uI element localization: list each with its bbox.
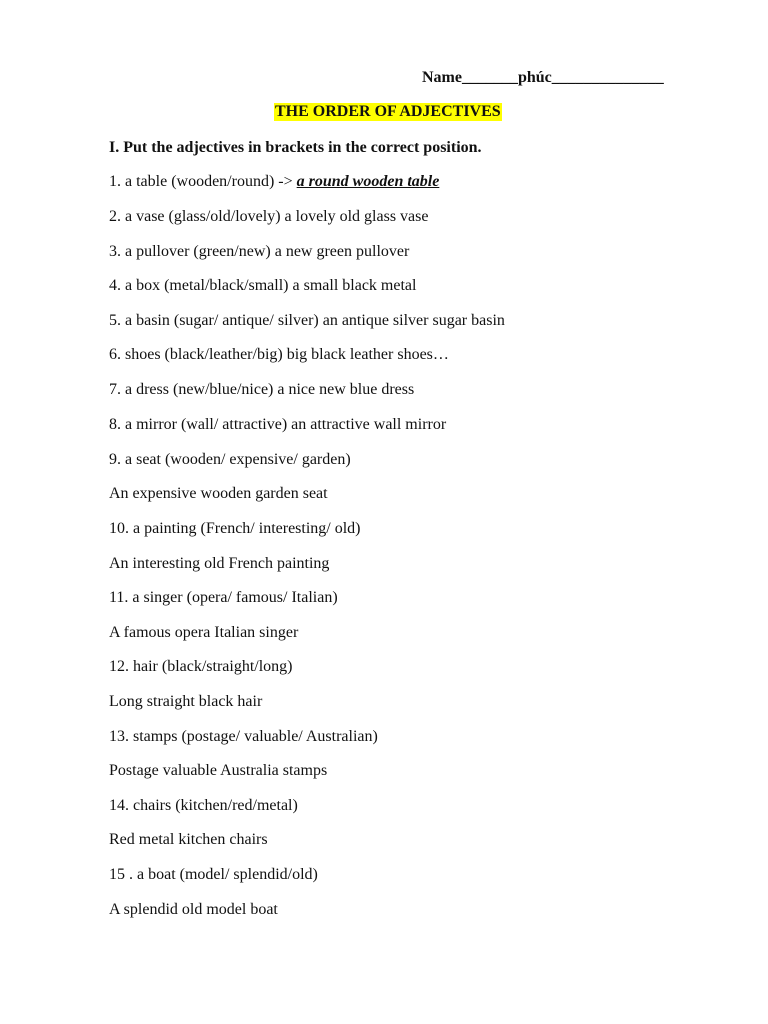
exercise-line: 5. a basin (sugar/ antique/ silver) an antique silver sugar basin	[109, 312, 505, 329]
example-item	[109, 173, 439, 191]
answer-line: Postage valuable Australia stamps	[109, 762, 328, 779]
answer-line: A splendid old model boat	[109, 901, 278, 918]
example-answer: a round wooden table	[296, 173, 440, 190]
exercise-line: 14. chairs (kitchen/red/metal)	[109, 797, 298, 814]
exercise-line: 13. stamps (postage/ valuable/ Australian)	[109, 728, 378, 745]
worksheet-title: THE ORDER OF ADJECTIVES	[275, 103, 501, 120]
answer-line: Long straight black hair	[109, 693, 263, 710]
exercise-line: 7. a dress (new/blue/nice) a nice new blue dress	[109, 381, 415, 398]
exercise-line: 11. a singer (opera/ famous/ Italian)	[109, 589, 338, 606]
answer-line: Red metal kitchen chairs	[109, 831, 268, 848]
example-prompt: 1. a table (wooden/round) ->	[109, 173, 297, 190]
exercise-line: 10. a painting (French/ interesting/ old)	[109, 520, 361, 537]
student-name-line: Name_______phúc______________	[422, 69, 664, 86]
exercise-line: 15 . a boat (model/ splendid/old)	[109, 866, 318, 883]
answer-line: A famous opera Italian singer	[109, 624, 299, 641]
exercise-line: 12. hair (black/straight/long)	[109, 658, 293, 675]
answer-line: An expensive wooden garden seat	[109, 485, 328, 502]
exercise-line: 4. a box (metal/black/small) a small black metal	[109, 277, 417, 294]
exercise-line: 2. a vase (glass/old/lovely) a lovely old glass vase	[109, 208, 429, 225]
exercise-line: 6. shoes (black/leather/big) big black leather shoes…	[109, 346, 449, 363]
answer-line: An interesting old French painting	[109, 555, 330, 572]
exercise-line: 8. a mirror (wall/ attractive) an attractive wall mirror	[109, 416, 447, 433]
section-instruction: I. Put the adjectives in brackets in the correct position.	[109, 139, 482, 156]
exercise-line: 3. a pullover (green/new) a new green pullover	[109, 243, 410, 260]
exercise-line: 9. a seat (wooden/ expensive/ garden)	[109, 451, 351, 468]
